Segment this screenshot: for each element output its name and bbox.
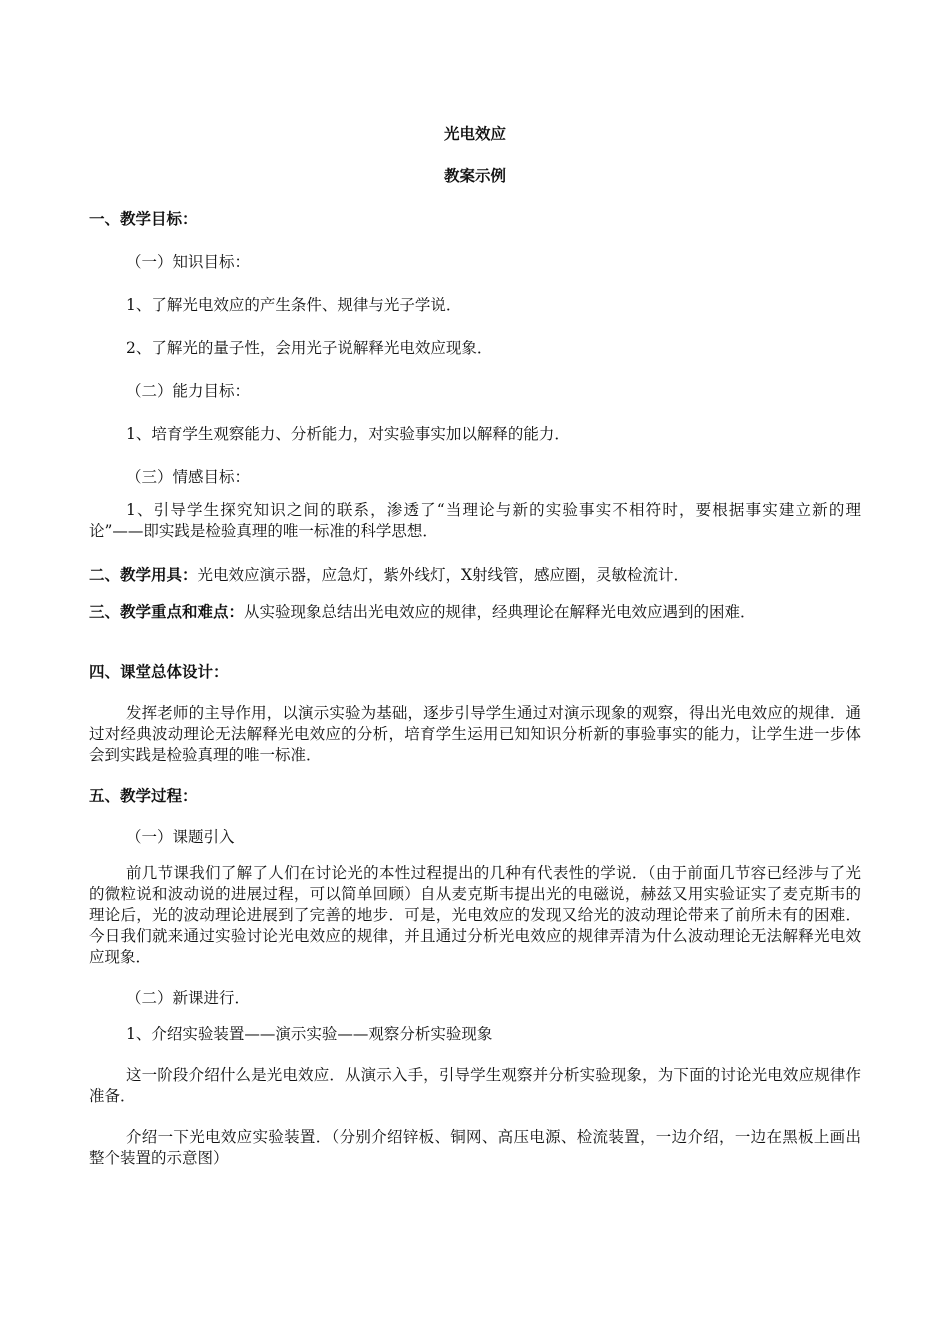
section-2-text: 光电效应演示器，应急灯，紫外线灯，X射线管，感应圈，灵敏检流计． bbox=[197, 566, 690, 584]
section-1-sub-3: （三）情感目标： bbox=[126, 468, 251, 486]
emotion-goal-1: 1、引导学生探究知识之间的联系，渗透了“当理论与新的实验事实不相符时，要根据事实建立新的理论”——即实践是检验真理的唯一标准的科学思想． bbox=[89, 501, 861, 540]
section-1-sub-2: （二）能力目标： bbox=[126, 382, 251, 400]
section-2 bbox=[89, 565, 861, 585]
section-5-para-1: 这一阶段介绍什么是光电效应．从演示入手，引导学生观察并分析实验现象，为下面的讨论光电效应规律作准备． bbox=[89, 1066, 861, 1105]
section-3-text: 从实验现象总结出光电效应的规律，经典理论在解释光电效应遇到的困难． bbox=[244, 603, 756, 621]
section-5-intro: 前几节课我们了解了人们在讨论光的本性过程提出的几种有代表性的学说．（由于前面几节容已经涉与了光的微粒说和波动说的进展过程，可以简单回顾）自从麦克斯韦提出光的电磁说，赫兹又用实验证实了麦克斯韦的理论后，光的波动理论进展到了完善的地步．可是，光电效应的发现又给光的波动理论带来了前所未有的困难．今日我们就来通过实验讨论光电效应的规律，并且通过分析光电效应的规律弄清为什么波动理论无法解释光电效应现象． bbox=[89, 864, 861, 966]
section-1-heading: 一、教学目标： bbox=[89, 209, 198, 228]
section-2-heading: 二、教学用具： bbox=[89, 565, 198, 584]
knowledge-goal-1: 1、了解光电效应的产生条件、规律与光子学说． bbox=[126, 296, 462, 314]
section-5-sub-1: （一）课题引入 bbox=[126, 828, 235, 846]
knowledge-goal-2: 2、了解光的量子性，会用光子说解释光电效应现象． bbox=[126, 339, 493, 357]
section-4-heading: 四、课堂总体设计： bbox=[89, 662, 229, 681]
section-5-step-1: 1、介绍实验装置——演示实验——观察分析实验现象 bbox=[126, 1025, 493, 1043]
section-5-sub-2: （二）新课进行． bbox=[126, 989, 251, 1007]
section-4-text: 发挥老师的主导作用，以演示实验为基础，逐步引导学生通过对演示现象的观察，得出光电效应的规律．通过对经典波动理论无法解释光电效应的分析，培育学生运用已知知识分析新的事验事实的能力，让学生进一步体会到实践是检验真理的唯一标准． bbox=[89, 704, 861, 764]
ability-goal-1: 1、培育学生观察能力、分析能力，对实验事实加以解释的能力． bbox=[126, 425, 570, 443]
document-title: 光电效应 bbox=[443, 124, 506, 143]
document-subtitle: 教案示例 bbox=[443, 166, 506, 185]
section-5-para-2: 介绍一下光电效应实验装置．（分别介绍锌板、铜网、高压电源、检流装置，一边介绍，一边在黑板上画出整个装置的示意图） bbox=[89, 1128, 861, 1167]
section-3-heading: 三、教学重点和难点： bbox=[89, 602, 245, 621]
section-3 bbox=[89, 601, 861, 623]
section-1-sub-1: （一）知识目标： bbox=[126, 253, 251, 271]
section-5-heading: 五、教学过程： bbox=[89, 786, 198, 805]
